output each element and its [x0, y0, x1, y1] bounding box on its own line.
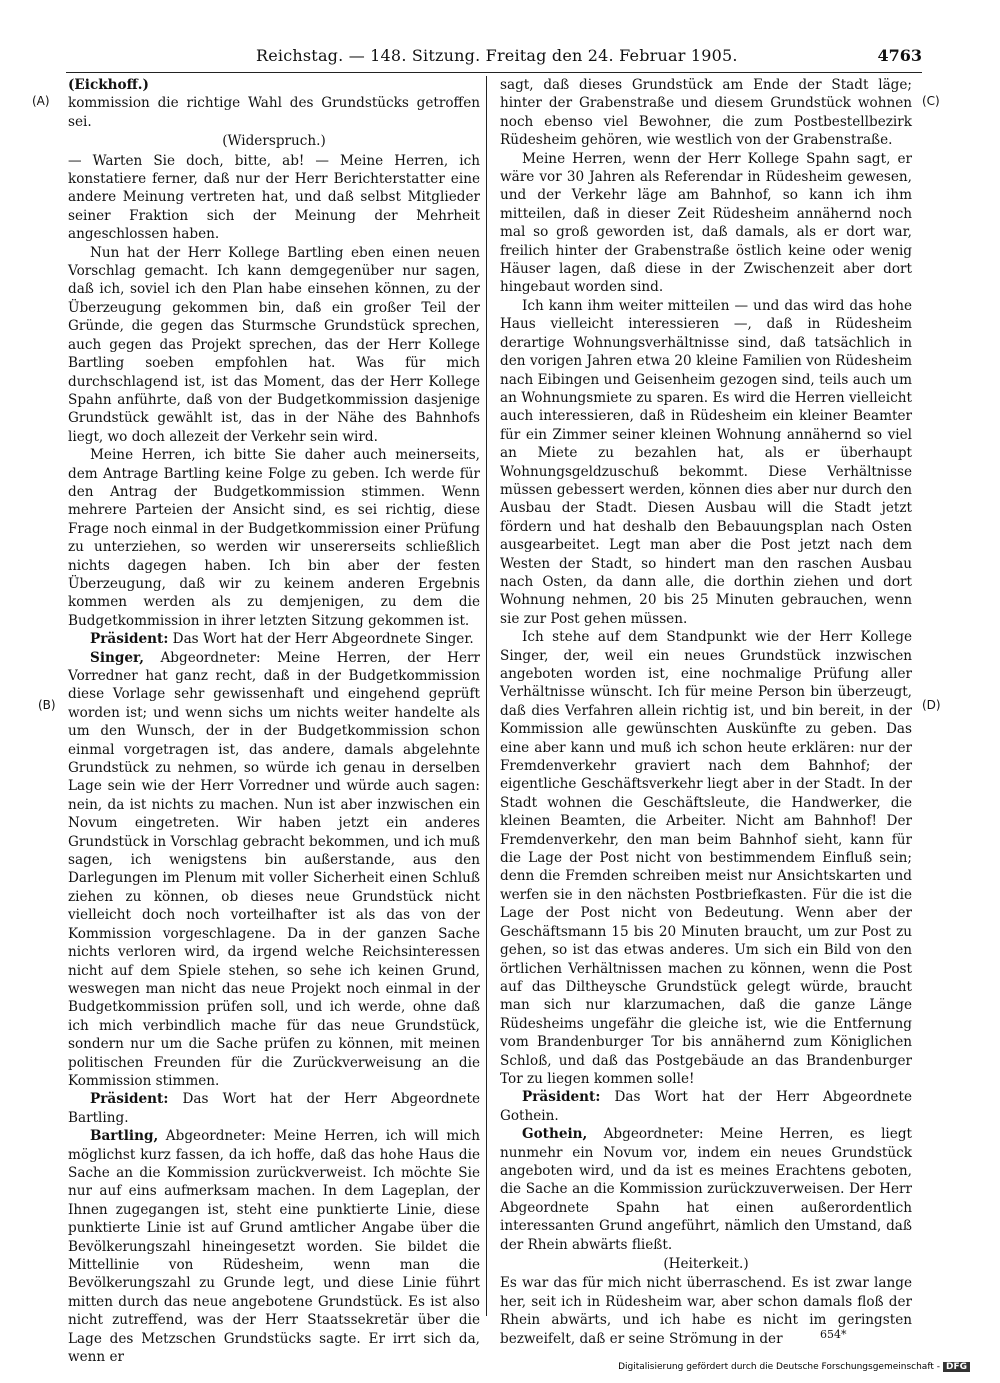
president-statement: Präsident: Das Wort hat der Herr Abgeordnete Gothein. — [500, 1089, 912, 1124]
paragraph: Meine Herren, ich bitte Sie daher auch meinerseits, dem Antrage Bartling keine Folge zu geben. Ich werde für den Antrag der Budgetkommission stimmen. Wenn mehrere Parteien der Ansicht sind, es sei richtig, diese Frage noch einmal in der Budgetkommission einer Prüfung zu unterziehen, so werden wir unsererseits schließlich nichts dagegen haben. Ich bin aber der festen Überzeugung, daß wir zu keinem anderen Ergebnis kommen werden als zu demjenigen, zu dem die Budgetkommission in ihrer letzten Sitzung gekommen ist. — [68, 447, 480, 629]
running-title: Reichstag. — 148. Sitzung. Freitag den 24. Februar 1905. — [256, 46, 738, 65]
paragraph: sagt, daß dieses Grundstück am Ende der Stadt läge; hinter der Grabenstraße und diesem Grundstück wohnen noch ebenso viel Bewohner, die zum Postbestellbezirk Rüdesheim gehören, wie westlich von der Grabenstraße. — [500, 77, 912, 149]
bartling-speech: Bartling, Abgeordneter: Meine Herren, ich will mich möglichst kurz fassen, da ich hoffe, daß das hohe Haus die Sache an die Kommission zurückverweist. Ich möchte Sie nur auf eins aufmerksam machen. In dem Lageplan, der Ihnen zugegangen ist, steht eine punktierte Linie, diese punktierte Linie ist auf Grund amtlicher Angabe über die Bevölkerungszahl hineingesetzt worden. Sie bildet die Mittellinie von Rüdesheim, wenn man die Bevölkerungszahl zu Grunde legt, und diese Linie führt mitten durch das neue angebotene Grundstück. Es ist also nicht zutreffend, was der Herr Staatssekretär über die Lage des Metzschen Grundstücks sagte. Er irrt sich da, wenn er — [68, 1128, 480, 1366]
paragraph: Es war das für mich nicht überraschend. Es ist zwar lange her, seit ich in Rüdesheim war, aber schon damals floß der Rhein abwärts, und ich habe es nicht im geringsten bezweifelt, daß er seine Strömung in der — [500, 1275, 912, 1347]
right-column — [500, 76, 912, 1348]
dfg-logo: DFG — [943, 1362, 970, 1372]
president-statement: Präsident: Das Wort hat der Herr Abgeordnete Singer. — [90, 631, 474, 648]
speaker-name: Gothein, — [522, 1126, 588, 1143]
margin-mark-c: (C) — [922, 94, 940, 108]
header-rule — [66, 72, 922, 73]
president-statement: Präsident: Das Wort hat der Herr Abgeordnete Bartling. — [68, 1091, 480, 1126]
singer-speech: Singer, Abgeordneter: Meine Herren, der Herr Vorredner hat ganz recht, daß in der Budgetkommission diese Vorlage sehr gewissenhaft und eingehend geprüft worden ist; und wenn sichs um nichts weiter handelte als um den Wunsch, der in der Budgetkommission schon einmal vorgetragen ist, das andere, damals abgelehnte Grundstück zu nehmen, so würde ich genau in derselben Lage sein wie der Herr Vorredner und würde auch sagen: nein, da ist nichts zu machen. Nun ist aber inzwischen ein Novum eingetreten. Wir haben jetzt ein anderes Grundstück in Vorschlag gebracht bekommen, und ich muß sagen, ich wenigstens bin außerstande, aus den Darlegungen im Plenum mit voller Sicherheit einen Schluß ziehen zu können, ob dieses neue Grundstück nicht vielleicht doch noch vorteilhafter ist als das von der Kommission vorgeschlagene. Da in der ganzen Sache nichts verloren wird, da irgend welche Reichsinteressen nicht auf dem Spiele stehen, so sehe ich keinen Grund, weswegen man nicht das neue Projekt noch einmal in der Budgetkommission prüfen soll, und ich werde, ohne daß ich mich verbindlich mache für das neue Grundstück, sondern nur um die Sache prüfen zu können, mit meinen politischen Freunden für die Zurückverweisung an die Kommission stimmen. — [68, 649, 480, 1089]
paragraph: Meine Herren, wenn der Herr Kollege Spahn sagt, er wäre vor 30 Jahren als Referendar in Rüdesheim gewesen, und der Verkehr läge am Bahnhof, so kann ich ihm mitteilen, daß in dieser Zeit Rüdesheim annähernd noch mal so groß geworden ist, daß damals, als er dort war, freilich hinter der Grabenstraße östlich keine oder wenig Häuser lagen, daß diese in der Zwischenzeit aber dort hingebaut worden sind. — [500, 150, 912, 296]
left-column — [68, 76, 480, 1366]
footer-text: Digitalisierung gefördert durch die Deutsche Forschungsgemeinschaft - — [618, 1362, 940, 1372]
sheet-signature: 654* — [820, 1328, 847, 1341]
page-header — [66, 46, 922, 72]
gothein-speech: Gothein, Abgeordneter: Meine Herren, es liegt nunmehr ein Novum vor, indem ein neues Grundstück angeboten wird, und da ist es meines Erachtens geboten, die Sache an die Kommission zurückzuverweisen. Der Herr Abgeordnete Spahn hat einen außerordentlich interessanten Grund angeführt, nämlich den Umstand, daß der Rhein abwärts fließt. — [500, 1126, 912, 1253]
margin-mark-a: (A) — [32, 94, 50, 108]
speaker-name: Präsident: — [90, 631, 169, 648]
speaker-name: Singer, — [90, 649, 144, 666]
margin-mark-b: (B) — [38, 698, 56, 712]
speaker-name: Präsident: — [90, 1091, 169, 1108]
interjection: (Widerspruch.) — [222, 133, 326, 150]
speaker-name: Bartling, — [90, 1128, 159, 1145]
paragraph: Ich kann ihm weiter mitteilen — und das wird das hohe Haus vielleicht interessieren —, daß in Rüdesheim derartige Wohnungsverhältnisse sind, daß tatsächlich in den vorigen Jahren etwa 20 kleine Familien von Rüdesheim nach Eibingen und Geisenheim gezogen sind, teils auch um an Wohnungsmiete zu sparen. Es wird die Herren vielleicht auch interessieren, daß in Rüdesheim ein kleiner Beamter für ein Zimmer seiner kleinen Wohnung annähernd so viel an Miete zu bezahlen hat, als er überhaupt Wohnungsgeldzuschuß bekommt. Diese Verhältnisse müssen gebessert werden, können dies aber nur durch den Ausbau der Stadt. Diesen Ausbau will die Stadt jetzt fördern und hat deshalb den Bebauungsplan nach Osten ausgearbeitet. Legt man aber die Post jetzt nach dem Westen der Stadt, so hindert man den raschen Ausbau nach Osten, da dann alle, die dorthin ziehen und dort Wohnung nehmen, 20 bis 25 Minuten gebrauchen, wenn sie zur Post gehen müssen. — [500, 297, 912, 627]
paragraph: Nun hat der Herr Kollege Bartling eben einen neuen Vorschlag gemacht. Ich kann demgegenüber nur sagen, daß ich, soviel ich den Plan habe einsehen können, zu der Überzeugung gekommen bin, daß ein großer Teil der Gründe, die gegen das Sturmsche Grundstück sprechen, auch gegen das Projekt sprechen, das der Herr Kollege Bartling soeben empfohlen hat. Was für mich durchschlagend ist, ist das Moment, das der Herr Kollege Spahn anführte, daß von der Budgetkommission dasjenige Grundstück gewählt ist, das in der Nähe des Bahnhofs liegt, wo doch allezeit der Verkehr sein wird. — [68, 244, 480, 445]
speaker-name: Präsident: — [522, 1089, 601, 1106]
speaker-tag: (Eickhoff.) — [68, 77, 149, 93]
column-divider — [486, 76, 487, 1316]
interjection: (Heiterkeit.) — [663, 1256, 749, 1272]
page-number: 4763 — [877, 46, 922, 65]
paragraph: Ich stehe auf dem Standpunkt wie der Herr Kollege Singer, der, weil ein neues Grundstück inzwischen angeboten worden ist, eine nochmalige Prüfung aller Verhältnisse wünscht. Ich für meine Person bin überzeugt, daß dies Verfahren allein richtig ist, und bin bereit, in der Kommission alle gewünschten Auskünfte zu geben. Das eine aber kann und muß ich schon heute erklären: nur der Fremdenverkehr graviert nach dem Bahnhof; der eigentliche Geschäftsverkehr liegt aber in der Stadt. In der Stadt wohnen die Geschäftsleute, die Handwerker, die kleinen Beamten, die Arbeiter. Nicht am Bahnhof! Der Fremdenverkehr, den man beim Bahnhof sieht, kann für die Lage der Post nicht von bestimmendem Einfluß sein; denn die Fremden schreiben meist nur Ansichtskarten und werfen sie in den nächsten Postbriefkasten. Für die ist die Lage der Post nicht von Bedeutung. Wenn aber der Geschäftsmann 15 bis 20 Minuten braucht, um zur Post zu gehen, so ist das etwas anderes. Um sich ein Bild von den örtlichen Verhältnissen machen zu können, wenn die Post auf das Diltheysche Grundstück gelegt würde, braucht man sich nur klarzumachen, daß die ganze Länge Rüdesheims ungefähr die gleiche ist, wie die Entfernung vom Brandenburger Tor bis annähernd zum Königlichen Schloß, und daß das Postgebäude an das Brandenburger Tor zu liegen kommen solle! — [500, 629, 912, 1087]
margin-mark-d: (D) — [922, 698, 941, 712]
paragraph: kommission die richtige Wahl des Grundstücks getroffen sei. — [68, 95, 480, 130]
paragraph: — Warten Sie doch, bitte, ab! — Meine Herren, ich konstatiere ferner, daß nur der Herr Berichterstatter eine andere Meinung vertreten hat, und daß selbst Mitglieder seiner Fraktion sich der Meinung der Mehrheit angeschlossen haben. — [68, 152, 480, 243]
footer — [0, 1362, 1000, 1378]
